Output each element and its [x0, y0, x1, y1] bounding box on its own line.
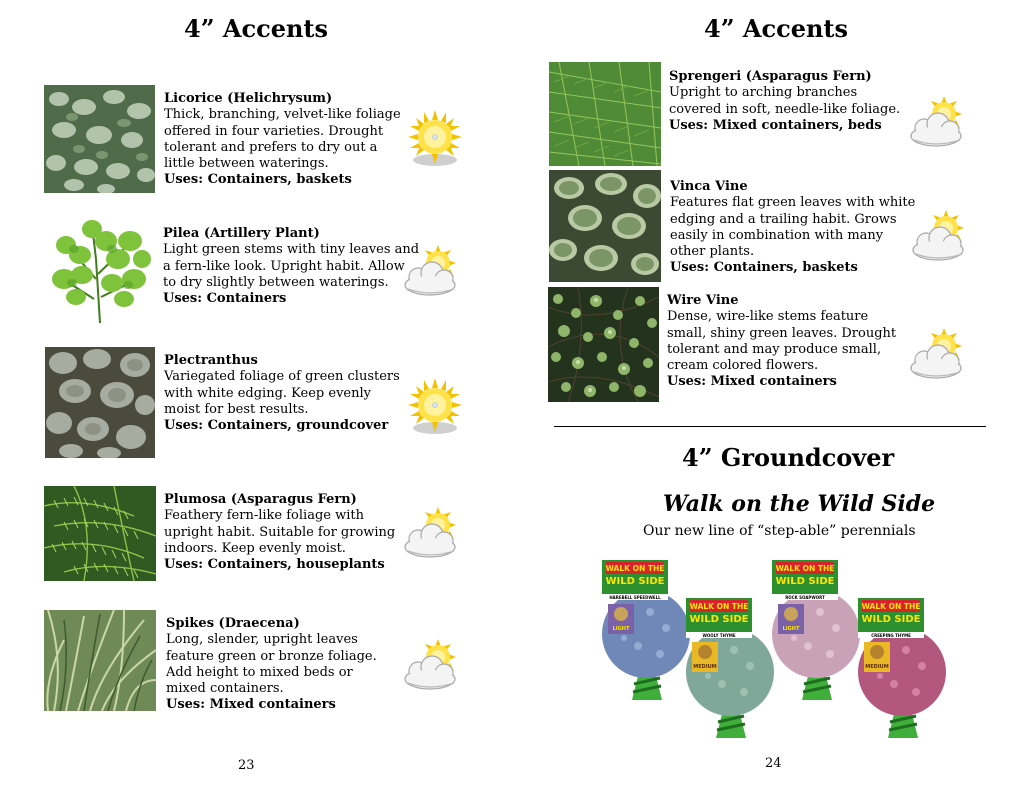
plant-description-line: indoors. Keep evenly moist.	[164, 540, 346, 556]
tag-plant-name: WOOLY THYME	[702, 633, 736, 638]
plant-description-line: other plants.	[670, 244, 755, 260]
plant-uses: Uses: Containers, groundcover	[164, 418, 389, 434]
licorice-photo	[44, 85, 155, 193]
tag-light-level: MEDIUM	[865, 664, 889, 670]
plant-name: Licorice (Helichrysum)	[164, 91, 333, 106]
plant-description-line: upright habit. Suitable for growing	[164, 524, 396, 540]
plant-description-line: Light green stems with tiny leaves and	[163, 242, 420, 258]
sprengeri-photo	[549, 62, 661, 166]
plant-description-line: offered in four varieties. Drought	[164, 123, 384, 139]
tag-light-level: MEDIUM	[693, 664, 717, 670]
section-tagline: Our new line of “step-able” perennials	[643, 523, 916, 539]
plectranthus-photo	[45, 347, 155, 458]
tag-plant-name: HAREBELL SPEEDWELL	[609, 595, 661, 600]
tag-brand-line2: WILD SIDE	[605, 576, 665, 587]
plant-description-line: Variegated foliage of green clusters	[164, 369, 400, 385]
page-number: 23	[238, 758, 255, 773]
plant-uses: Uses: Containers, baskets	[164, 172, 352, 188]
plant-uses: Uses: Mixed containers, beds	[669, 117, 882, 133]
plant-uses: Uses: Containers, baskets	[670, 260, 858, 276]
plant-uses: Uses: Mixed containers	[166, 697, 336, 713]
tag-brand-line1: WALK ON THE	[861, 602, 921, 611]
plant-description-line: Upright to arching branches	[669, 85, 858, 101]
tag-plant-name: ROCK SOAPWORT	[785, 595, 825, 600]
section-subtitle: Walk on the Wild Side	[663, 491, 936, 517]
plant-uses: Uses: Mixed containers	[667, 374, 837, 390]
plant-description-line: easily in combination with many	[670, 227, 884, 243]
plant-name: Pilea (Artillery Plant)	[163, 226, 320, 241]
plant-name: Sprengeri (Asparagus Fern)	[669, 69, 872, 84]
plant-description	[164, 91, 401, 189]
plant-name: Spikes (Draecena)	[166, 616, 300, 631]
plant-description-line: with white edging. Keep evenly	[164, 385, 371, 401]
pilea-photo	[46, 219, 154, 323]
plant-description-line: cream colored flowers.	[667, 358, 819, 374]
plant-description-line: Long, slender, upright leaves	[166, 632, 358, 648]
partial-sun-icon	[402, 635, 460, 693]
plant-description-line: to dry slightly between waterings.	[163, 274, 389, 290]
section-divider	[554, 426, 986, 427]
plant-description-line: mixed containers.	[166, 681, 284, 697]
partial-sun-icon	[910, 206, 968, 264]
plant-name: Plumosa (Asparagus Fern)	[164, 492, 357, 507]
plant-name: Wire Vine	[667, 293, 739, 308]
tag-light-level: LIGHT	[782, 626, 800, 632]
plant-description-line: Add height to mixed beds or	[166, 664, 353, 680]
full-sun-icon	[408, 110, 462, 168]
tag-light-level: LIGHT	[612, 626, 630, 632]
plant-description	[667, 293, 896, 391]
plant-tag-rock-soapwort	[770, 558, 862, 708]
partial-sun-icon	[402, 241, 460, 299]
plant-uses: Uses: Containers, houseplants	[164, 557, 385, 573]
plant-description-line: Feathery fern-like foliage with	[164, 508, 364, 524]
tag-brand-line2: WILD SIDE	[775, 576, 835, 587]
plant-description-line: little between waterings.	[164, 156, 329, 172]
tag-brand-line1: WALK ON THE	[689, 602, 749, 611]
partial-sun-icon	[908, 324, 966, 382]
wire-vine-photo	[548, 287, 659, 402]
plant-description-line: Features flat green leaves with white	[670, 195, 916, 211]
plant-name: Plectranthus	[164, 353, 258, 368]
plant-name: Vinca Vine	[670, 179, 748, 194]
plant-description-line: tolerant and may produce small,	[667, 341, 882, 357]
spikes-photo	[44, 610, 156, 711]
plumosa-photo	[44, 486, 156, 581]
plant-description-line: moist for best results.	[164, 401, 309, 417]
partial-sun-icon	[908, 92, 966, 150]
plant-description-line: Dense, wire-like stems feature	[667, 309, 869, 325]
plant-tag-harebell-speedwell	[600, 558, 692, 708]
plant-description	[164, 353, 400, 434]
plant-description	[669, 69, 900, 134]
plant-description-line: tolerant and prefers to dry out a	[164, 139, 378, 155]
plant-description-line: a fern-like look. Upright habit. Allow	[163, 258, 405, 274]
tag-plant-name: CREEPING THYME	[871, 633, 911, 638]
plant-tag-creeping-thyme	[856, 596, 948, 746]
plant-description	[670, 179, 915, 277]
section-title: 4” Groundcover	[682, 443, 895, 472]
plant-description-line: small, shiny green leaves. Drought	[667, 325, 897, 341]
tag-brand-line1: WALK ON THE	[775, 564, 835, 573]
partial-sun-icon	[402, 503, 460, 561]
page-title: 4” Accents	[184, 14, 329, 43]
plant-uses: Uses: Containers	[163, 291, 287, 307]
plant-description	[166, 616, 377, 714]
tag-brand-line1: WALK ON THE	[605, 564, 665, 573]
tag-brand-line2: WILD SIDE	[861, 614, 921, 625]
page-number: 24	[765, 756, 782, 771]
vinca-vine-photo	[549, 170, 661, 282]
plant-description	[163, 226, 419, 307]
plant-description-line: edging and a trailing habit. Grows	[670, 211, 897, 227]
right-page	[512, 0, 1024, 791]
plant-description	[164, 492, 395, 573]
plant-description-line: covered in soft, needle-like foliage.	[669, 101, 901, 117]
plant-tag-wooly-thyme	[684, 596, 776, 746]
page-title: 4” Accents	[704, 14, 849, 43]
plant-description-line: feature green or bronze foliage.	[166, 648, 377, 664]
tag-brand-line2: WILD SIDE	[689, 614, 749, 625]
full-sun-icon	[408, 378, 462, 436]
plant-description-line: Thick, branching, velvet-like foliage	[164, 107, 401, 123]
